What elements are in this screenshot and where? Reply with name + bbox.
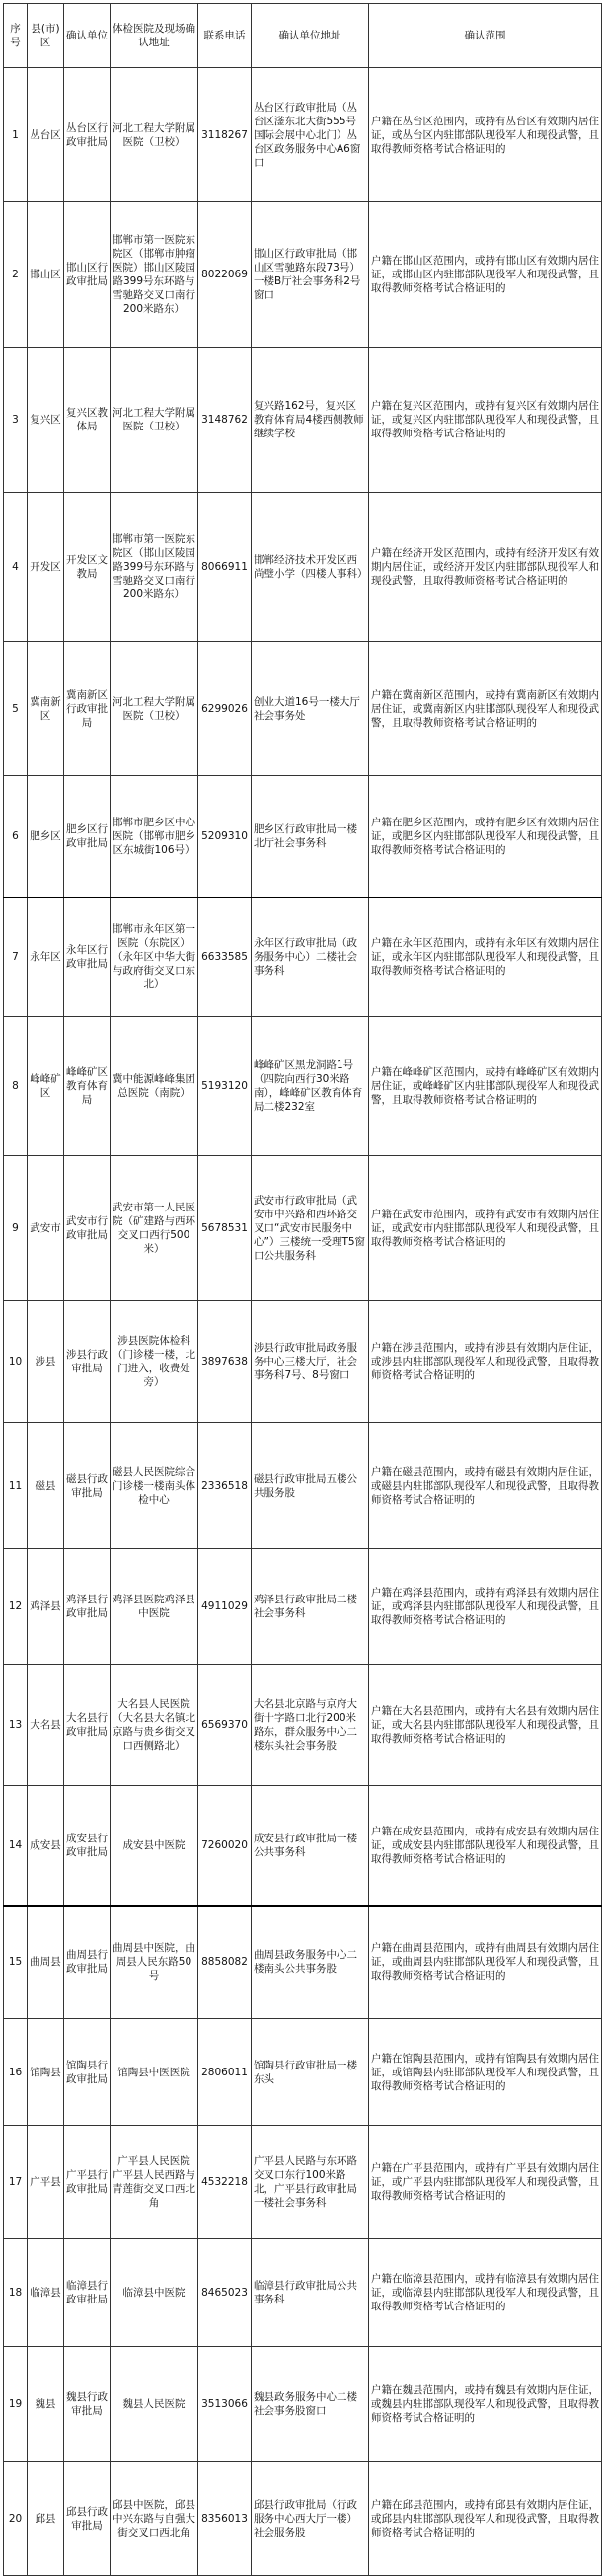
scope-cell: 户籍在磁县范围内，或持有磁县有效期内居住证，或磁县内驻邯部队现役军人和现役武警，且取得教师资格考试合格证明的 — [369, 1423, 602, 1549]
scope-cell: 户籍在经济开发区范围内，或持有经济开发区有效期内居住证，或经济开发区内驻邯部队现役军人和现役武警，且取得教师资格考试合格证明的 — [369, 493, 602, 642]
address-cell: 肥乡区行政审批局一楼北厅社会事务科 — [252, 776, 369, 898]
phone-cell: 8465023 — [198, 2239, 252, 2347]
hospital-cell: 临漳县中医院 — [111, 2239, 198, 2347]
address-cell: 涉县行政审批局政务服务中心三楼大厅，社会事务科7号、8号窗口 — [252, 1301, 369, 1423]
unit-cell: 冀南新区行政审批局 — [64, 642, 111, 776]
county-cell: 成安县 — [28, 1786, 64, 1906]
unit-cell: 丛台区行政审批局 — [64, 68, 111, 202]
county-cell: 大名县 — [28, 1665, 64, 1786]
seq-cell: 20 — [4, 2462, 28, 2576]
county-cell: 肥乡区 — [28, 776, 64, 898]
county-cell: 广平县 — [28, 2126, 64, 2239]
table-row — [4, 1549, 602, 1665]
unit-cell: 复兴区教体局 — [64, 348, 111, 493]
table-row — [4, 2462, 602, 2576]
county-cell: 曲周县 — [28, 1906, 64, 2019]
address-cell: 丛台区行政审批局（丛台区滏东北大街555号国际会展中心北门）丛台区政务服务中心A6窗口 — [252, 68, 369, 202]
address-cell: 邱县行政审批局（行政服务中心西大厅一楼）社会服务股 — [252, 2462, 369, 2576]
unit-cell: 馆陶县行政审批局 — [64, 2019, 111, 2126]
seq-cell: 11 — [4, 1423, 28, 1549]
table-row — [4, 2019, 602, 2126]
unit-cell: 峰峰矿区教育体育局 — [64, 1017, 111, 1156]
address-cell: 魏县政务服务中心二楼社会事务股窗口 — [252, 2347, 369, 2462]
phone-cell: 8356013 — [198, 2462, 252, 2576]
table-row — [4, 2347, 602, 2462]
unit-cell: 武安市行政审批局 — [64, 1156, 111, 1301]
seq-cell: 13 — [4, 1665, 28, 1786]
seq-cell: 10 — [4, 1301, 28, 1423]
seq-cell: 8 — [4, 1017, 28, 1156]
phone-cell: 8066911 — [198, 493, 252, 642]
phone-cell: 2336518 — [198, 1423, 252, 1549]
table-row — [4, 348, 602, 493]
unit-cell: 大名县行政审批局 — [64, 1665, 111, 1786]
seq-cell: 15 — [4, 1906, 28, 2019]
seq-cell: 1 — [4, 68, 28, 202]
county-cell: 鸡泽县 — [28, 1549, 64, 1665]
address-cell: 鸡泽县行政审批局二楼社会事务科 — [252, 1549, 369, 1665]
county-cell: 峰峰矿区 — [28, 1017, 64, 1156]
table-row — [4, 2126, 602, 2239]
seq-cell: 3 — [4, 348, 28, 493]
unit-cell: 广平县行政审批局 — [64, 2126, 111, 2239]
table-row — [4, 1665, 602, 1786]
phone-cell: 4532218 — [198, 2126, 252, 2239]
header-unit: 确认单位 — [64, 4, 111, 68]
unit-cell: 曲周县行政审批局 — [64, 1906, 111, 2019]
county-cell: 临漳县 — [28, 2239, 64, 2347]
address-cell: 复兴路162号，复兴区教育体育局4楼西侧教师继续学校 — [252, 348, 369, 493]
county-cell: 磁县 — [28, 1423, 64, 1549]
scope-cell: 户籍在峰峰矿区范围内，或持有峰峰矿区有效期内居住证，或峰峰矿区内驻邯部队现役军人和现役武警，且取得教师资格考试合格证明的 — [369, 1017, 602, 1156]
address-cell: 峰峰矿区黑龙洞路1号（四院向西行30米路南），峰峰矿区教育体育局二楼232室 — [252, 1017, 369, 1156]
phone-cell: 5193120 — [198, 1017, 252, 1156]
hospital-cell: 武安市第一人民医院（矿建路与西环交叉口西行500米） — [111, 1156, 198, 1301]
table-row — [4, 1017, 602, 1156]
address-cell: 创业大道16号一楼大厅社会事务处 — [252, 642, 369, 776]
hospital-cell: 邯郸市永年区第一医院（东院区）（永年区中华大街与政府街交叉口东北） — [111, 898, 198, 1017]
seq-cell: 14 — [4, 1786, 28, 1906]
seq-cell: 12 — [4, 1549, 28, 1665]
scope-cell: 户籍在大名县范围内，或持有大名县有效期内居住证，或大名县内驻邯部队现役军人和现役武警，且取得教师资格考试合格证明的 — [369, 1665, 602, 1786]
phone-cell: 6299026 — [198, 642, 252, 776]
phone-cell: 4911029 — [198, 1549, 252, 1665]
scope-cell: 户籍在曲周县范围内，或持有曲周县有效期内居住证，或曲周县内驻邯部队现役军人和现役武警，且取得教师资格考试合格证明的 — [369, 1906, 602, 2019]
header-seq: 序号 — [4, 4, 28, 68]
hospital-cell: 河北工程大学附属医院（卫校） — [111, 348, 198, 493]
confirmation-table — [3, 3, 602, 2576]
seq-cell: 7 — [4, 898, 28, 1017]
seq-cell: 16 — [4, 2019, 28, 2126]
hospital-cell: 成安县中医院 — [111, 1786, 198, 1906]
scope-cell: 户籍在成安县范围内，或持有成安县有效期内居住证，或成安县内驻邯部队现役军人和现役武警，且取得教师资格考试合格证明的 — [369, 1786, 602, 1906]
unit-cell: 肥乡区行政审批局 — [64, 776, 111, 898]
phone-cell: 6569370 — [198, 1665, 252, 1786]
hospital-cell: 磁县人民医院综合门诊楼一楼南头体检中心 — [111, 1423, 198, 1549]
header-row — [4, 4, 602, 68]
address-cell: 磁县行政审批局五楼公共服务股 — [252, 1423, 369, 1549]
county-cell: 馆陶县 — [28, 2019, 64, 2126]
scope-cell: 户籍在临漳县范围内，或持有临漳县有效期内居住证，或临漳县内驻邯部队现役军人和现役武警，且取得教师资格考试合格证明的 — [369, 2239, 602, 2347]
scope-cell: 户籍在永年区范围内，或持有永年区有效期内居住证，或永年区内驻邯部队现役军人和现役武警，且取得教师资格考试合格证明的 — [369, 898, 602, 1017]
address-cell: 馆陶县行政审批局一楼东头 — [252, 2019, 369, 2126]
table-row — [4, 1156, 602, 1301]
seq-cell: 2 — [4, 202, 28, 348]
unit-cell: 邱县行政审批局 — [64, 2462, 111, 2576]
table-row — [4, 642, 602, 776]
scope-cell: 户籍在鸡泽县范围内，或持有鸡泽县有效期内居住证，或鸡泽县内驻邯部队现役军人和现役武警，且取得教师资格考试合格证明的 — [369, 1549, 602, 1665]
table-row — [4, 68, 602, 202]
address-cell: 成安县行政审批局一楼公共事务科 — [252, 1786, 369, 1906]
hospital-cell: 馆陶县中医医院 — [111, 2019, 198, 2126]
unit-cell: 邯山区行政审批局 — [64, 202, 111, 348]
table-row — [4, 1906, 602, 2019]
scope-cell: 户籍在武安市范围内，或持有武安市有效期内居住证，或武安市内驻邯部队现役军人和现役武警，且取得教师资格考试合格证明的 — [369, 1156, 602, 1301]
scope-cell: 户籍在馆陶县范围内，或持有馆陶县有效期内居住证，或馆陶县内驻邯部队现役军人和现役武警，且取得教师资格考试合格证明的 — [369, 2019, 602, 2126]
hospital-cell: 邯郸市第一医院东院区（邯山区陵园路399号东环路与雪驰路交叉口南行200米路东） — [111, 493, 198, 642]
header-address: 确认单位地址 — [252, 4, 369, 68]
unit-cell: 鸡泽县行政审批局 — [64, 1549, 111, 1665]
seq-cell: 5 — [4, 642, 28, 776]
hospital-cell: 曲周县中医院，曲周县人民东路50号 — [111, 1906, 198, 2019]
scope-cell: 户籍在冀南新区范围内，或持有冀南新区有效期内居住证，或冀南新区内驻邯部队现役军人和现役武警，且取得教师资格考试合格证明的 — [369, 642, 602, 776]
hospital-cell: 河北工程大学附属医院（卫校） — [111, 642, 198, 776]
header-county: 县(市)区 — [28, 4, 64, 68]
unit-cell: 魏县行政审批局 — [64, 2347, 111, 2462]
scope-cell: 户籍在复兴区范围内，或持有复兴区有效期内居住证，或复兴区内驻邯部队现役军人和现役武警，且取得教师资格考试合格证明的 — [369, 348, 602, 493]
unit-cell: 永年区行政审批局 — [64, 898, 111, 1017]
address-cell: 临漳县行政审批局公共事务科 — [252, 2239, 369, 2347]
hospital-cell: 魏县人民医院 — [111, 2347, 198, 2462]
county-cell: 复兴区 — [28, 348, 64, 493]
phone-cell: 6633585 — [198, 898, 252, 1017]
unit-cell: 临漳县行政审批局 — [64, 2239, 111, 2347]
seq-cell: 19 — [4, 2347, 28, 2462]
county-cell: 丛台区 — [28, 68, 64, 202]
phone-cell: 7260020 — [198, 1786, 252, 1906]
county-cell: 邯山区 — [28, 202, 64, 348]
scope-cell: 户籍在魏县范围内，或持有魏县有效期内居住证，或魏县内驻邯部队现役军人和现役武警，且取得教师资格考试合格证明的 — [369, 2347, 602, 2462]
county-cell: 魏县 — [28, 2347, 64, 2462]
header-phone: 联系电话 — [198, 4, 252, 68]
table-row — [4, 202, 602, 348]
hospital-cell: 大名县人民医院（大名县大名镇北京路与贵乡街交叉口西侧路北） — [111, 1665, 198, 1786]
hospital-cell: 广平县人民医院 广平县人民西路与青莲街交叉口西北角 — [111, 2126, 198, 2239]
table-row — [4, 2239, 602, 2347]
hospital-cell: 河北工程大学附属医院（卫校） — [111, 68, 198, 202]
scope-cell: 户籍在涉县范围内，或持有涉县有效期内居住证，或涉县内驻邯部队现役军人和现役武警，且取得教师资格考试合格证明的 — [369, 1301, 602, 1423]
unit-cell: 开发区文教局 — [64, 493, 111, 642]
phone-cell: 8858082 — [198, 1906, 252, 2019]
scope-cell: 户籍在肥乡区范围内，或持有肥乡区有效期内居住证，或肥乡区内驻邯部队现役军人和现役武警，且取得教师资格考试合格证明的 — [369, 776, 602, 898]
phone-cell: 3148762 — [198, 348, 252, 493]
unit-cell: 涉县行政审批局 — [64, 1301, 111, 1423]
address-cell: 永年区行政审批局（政务服务中心）二楼社会事务科 — [252, 898, 369, 1017]
table-body — [4, 68, 602, 2576]
scope-cell: 户籍在邱县范围内，或持有邱县有效期内居住证，或邱县内驻邯部队现役军人和现役武警，且取得教师资格考试合格证明的 — [369, 2462, 602, 2576]
table-row — [4, 1423, 602, 1549]
hospital-cell: 冀中能源峰峰集团总医院（南院） — [111, 1017, 198, 1156]
phone-cell: 5678531 — [198, 1156, 252, 1301]
hospital-cell: 邯郸市肥乡区中心医院（邯郸市肥乡区东城街106号） — [111, 776, 198, 898]
seq-cell: 9 — [4, 1156, 28, 1301]
phone-cell: 2806011 — [198, 2019, 252, 2126]
county-cell: 永年区 — [28, 898, 64, 1017]
scope-cell: 户籍在广平县范围内，或持有广平县有效期内居住证，或广平县内驻邯部队现役军人和现役武警，且取得教师资格考试合格证明的 — [369, 2126, 602, 2239]
hospital-cell: 涉县医院体检科（门诊楼一楼，北门进入，收费处旁） — [111, 1301, 198, 1423]
hospital-cell: 邯郸市第一医院东院区（邯郸市肿瘤医院）邯山区陵园路399号东环路与雪驰路交叉口南行200米路东） — [111, 202, 198, 348]
unit-cell: 成安县行政审批局 — [64, 1786, 111, 1906]
county-cell: 涉县 — [28, 1301, 64, 1423]
table-row — [4, 493, 602, 642]
address-cell: 曲周县政务服务中心二楼南头公共事务股 — [252, 1906, 369, 2019]
table-row — [4, 1786, 602, 1906]
address-cell: 大名县北京路与京府大街十字路口北行200米路东，群众服务中心二楼东头社会事务股 — [252, 1665, 369, 1786]
county-cell: 武安市 — [28, 1156, 64, 1301]
table-row — [4, 898, 602, 1017]
phone-cell: 3118267 — [198, 68, 252, 202]
county-cell: 开发区 — [28, 493, 64, 642]
address-cell: 广平县人民路与东环路交叉口东行100米路北，广平县行政审批局一楼社会事务科 — [252, 2126, 369, 2239]
hospital-cell: 邱县中医院，邱县中兴东路与自强大街交叉口西北角 — [111, 2462, 198, 2576]
county-cell: 邱县 — [28, 2462, 64, 2576]
header-hospital: 体检医院及现场确认地址 — [111, 4, 198, 68]
hospital-cell: 鸡泽县医院鸡泽县中医院 — [111, 1549, 198, 1665]
phone-cell: 3897638 — [198, 1301, 252, 1423]
scope-cell: 户籍在丛台区范围内，或持有丛台区有效期内居住证，或丛台区内驻邯部队现役军人和现役武警，且取得教师资格考试合格证明的 — [369, 68, 602, 202]
address-cell: 邯郸经济技术开发区西尚璧小学（四楼人事科） — [252, 493, 369, 642]
seq-cell: 17 — [4, 2126, 28, 2239]
unit-cell: 磁县行政审批局 — [64, 1423, 111, 1549]
address-cell: 邯山区行政审批局（邯山区雪驰路东段73号）一楼B厅社会事务科2号窗口 — [252, 202, 369, 348]
county-cell: 冀南新区 — [28, 642, 64, 776]
phone-cell: 3513066 — [198, 2347, 252, 2462]
phone-cell: 5209310 — [198, 776, 252, 898]
table-row — [4, 776, 602, 898]
scope-cell: 户籍在邯山区范围内，或持有邯山区有效期内居住证，或邯山区内驻邯部队现役军人和现役武警，且取得教师资格考试合格证明的 — [369, 202, 602, 348]
seq-cell: 6 — [4, 776, 28, 898]
seq-cell: 18 — [4, 2239, 28, 2347]
table-row — [4, 1301, 602, 1423]
phone-cell: 8022069 — [198, 202, 252, 348]
header-scope: 确认范围 — [369, 4, 602, 68]
address-cell: 武安市行政审批局（武安市中兴路和西环路交叉口“武安市民服务中心”）三楼统一受理T5窗口公共服务科 — [252, 1156, 369, 1301]
seq-cell: 4 — [4, 493, 28, 642]
